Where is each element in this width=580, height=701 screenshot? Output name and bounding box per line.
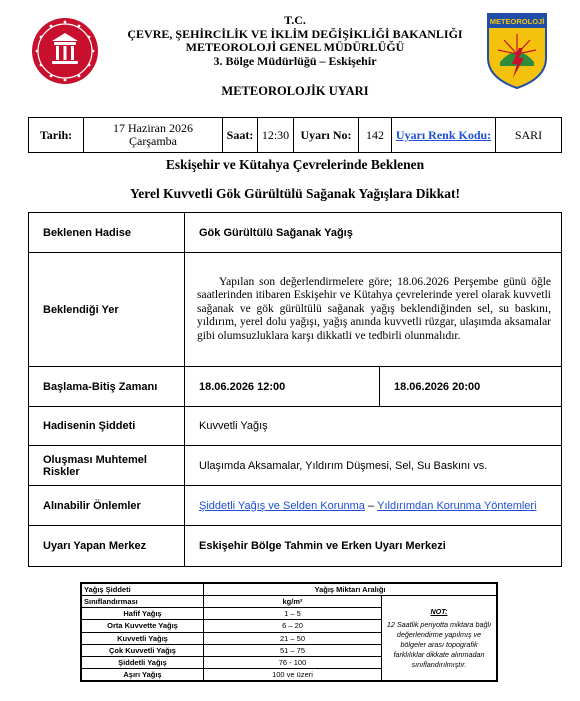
- severity-label: Hadisenin Şiddeti: [29, 407, 185, 445]
- legend-header-class-1: Yağış Şiddeti: [82, 584, 204, 596]
- table-row: [29, 446, 561, 486]
- table-row: [29, 213, 561, 253]
- legend-class: Kuvvetli Yağış: [82, 632, 204, 644]
- headline-line1: Eskişehir ve Kütahya Çevrelerinde Beklenen: [165, 157, 425, 172]
- measures-links: [185, 486, 561, 525]
- table-row: [29, 526, 561, 566]
- place-description: Yapılan son değerlendirmelere göre; 18.06.2026 Perşembe günü öğle saatlerinden itibaren Eskişehir ve Kütahya çevrelerinde yerel olarak kuvvetli sağanak ve gök gürültülü sağanak yağış beklendiğinden sel, su baskını, yıldırım, yerel dolu yağışı, yağış anında kuvvetli rüzgar, ulaşımda aksamalar gibi olumsuzluklara karşı dikkatli ve tedbirli olunmalıdır.: [197, 275, 551, 342]
- legend-range: 6 – 20: [204, 620, 382, 632]
- table-row: [29, 486, 561, 526]
- time-range-label: Başlama-Bitiş Zamanı: [29, 367, 185, 406]
- table-row: [29, 367, 561, 407]
- center-label: Uyarı Yapan Merkez: [29, 526, 185, 566]
- legend-note-text: 12 Saatlik periyotta miktara bağlı değerlendirme yapılmış ve bölgeler arası topografik farklılıklar dikkate alınmadan sınıflandırılmıştır.: [386, 619, 492, 669]
- legend-range: 100 ve üzeri: [204, 668, 382, 680]
- legend-header-class-2: Sınıflandırması: [82, 596, 204, 608]
- color-code-value: SARI: [514, 127, 543, 142]
- legend-class: Orta Kuvvette Yağış: [82, 620, 204, 632]
- start-time: 18.06.2026 12:00: [185, 367, 380, 406]
- heavy-rain-protection-link[interactable]: Şiddetli Yağış ve Selden Korunma: [199, 499, 365, 512]
- table-row: [29, 407, 561, 446]
- table-row: [29, 253, 561, 367]
- legend-class: Aşırı Yağış: [82, 668, 204, 680]
- date-line2: Çarşamba: [129, 134, 177, 148]
- meteorology-logo: [486, 12, 548, 90]
- risks-label: Oluşması Muhtemel Riskler: [29, 446, 185, 485]
- headline-line2: Yerel Kuvvetli Gök Gürültülü Sağanak Yağışlara Dikkat!: [129, 186, 461, 201]
- event-value: Gök Gürültülü Sağanak Yağış: [199, 226, 353, 239]
- legend-range: 51 – 75: [204, 644, 382, 656]
- legend-class: Çok Kuvvetli Yağış: [82, 644, 204, 656]
- time-value: 12:30: [258, 118, 294, 152]
- legend-note-title: NOT:: [430, 606, 448, 616]
- legend-class: Şiddetli Yağış: [82, 656, 204, 668]
- ministry-emblem-logo: [30, 16, 100, 86]
- warning-no-value: 142: [359, 118, 392, 152]
- place-label: Beklendiği Yer: [29, 253, 185, 366]
- legend-header-range-1: Yağış Miktarı Aralığı: [204, 584, 497, 596]
- header-directorate: METEOROLOJİ GENEL MÜDÜRLÜĞÜ: [185, 40, 405, 54]
- legend-range: 1 – 5: [204, 608, 382, 620]
- warning-details-table: [28, 212, 562, 567]
- legend-range: 76 - 100: [204, 656, 382, 668]
- warning-info-row: [28, 117, 562, 153]
- end-time: 18.06.2026 20:00: [394, 380, 481, 393]
- risks-value: Ulaşımda Aksamalar, Yıldırım Düşmesi, Sel, Su Baskını vs.: [199, 459, 488, 472]
- header-ministry: ÇEVRE, ŞEHİRCİLİK VE İKLİM DEĞİŞİKLİĞİ BAKANLIĞI: [127, 27, 463, 41]
- header-region: 3. Bölge Müdürlüğü – Eskişehir: [213, 54, 377, 68]
- date-value: [84, 118, 223, 152]
- time-label: Saat:: [223, 118, 258, 152]
- center-value: Eskişehir Bölge Tahmin ve Erken Uyarı Merkezi: [199, 540, 446, 552]
- color-code-link[interactable]: Uyarı Renk Kodu:: [392, 118, 496, 152]
- rainfall-classification-table: [80, 582, 498, 682]
- severity-value: Kuvvetli Yağış: [199, 420, 268, 432]
- measures-label: Alınabilir Önlemler: [29, 486, 185, 525]
- legend-note: [382, 596, 497, 681]
- legend-header-range-2: kg/m²: [204, 596, 382, 608]
- legend-class: Hafif Yağış: [82, 608, 204, 620]
- warning-no-label: Uyarı No:: [294, 118, 359, 152]
- event-label: Beklenen Hadise: [29, 213, 185, 252]
- header-tc: T.C.: [284, 13, 306, 27]
- logo-text: METEOROLOJİ: [489, 17, 545, 26]
- measures-separator: –: [364, 499, 378, 512]
- date-label: Tarih:: [29, 118, 84, 152]
- date-line1: 17 Haziran 2026: [113, 121, 193, 135]
- document-title: METEOROLOJİK UYARI: [221, 84, 369, 98]
- legend-range: 21 – 50: [204, 632, 382, 644]
- lightning-protection-link[interactable]: Yıldırımdan Korunma Yöntemleri: [377, 499, 537, 512]
